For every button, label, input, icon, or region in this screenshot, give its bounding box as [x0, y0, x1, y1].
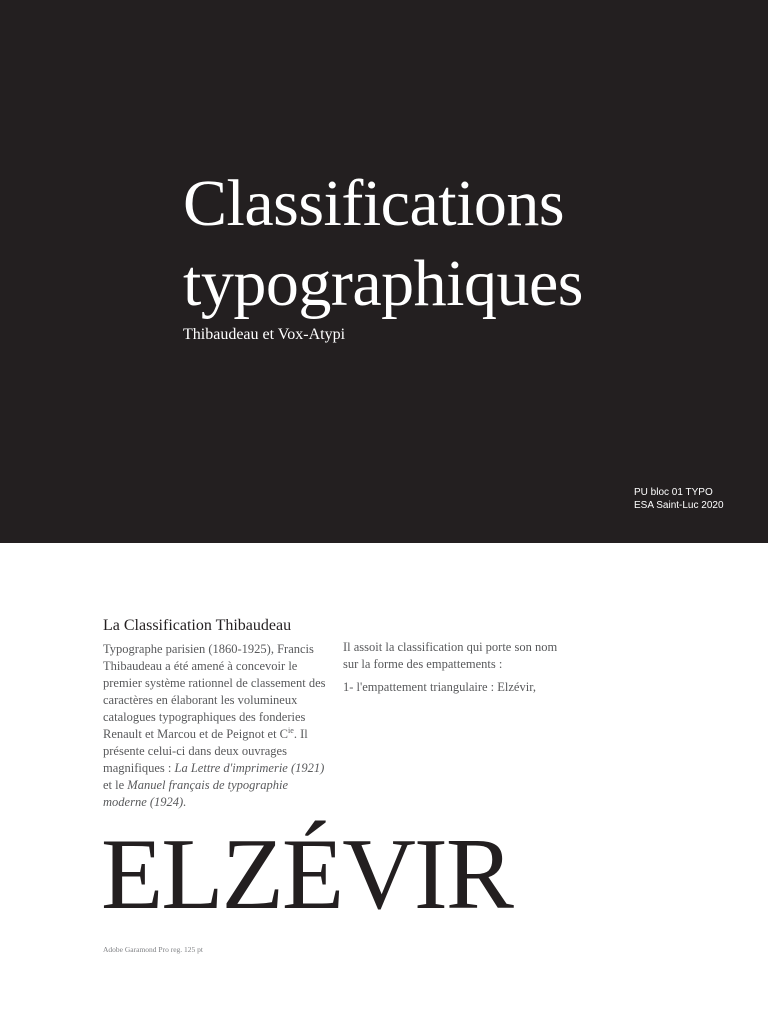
specimen-caption: Adobe Garamond Pro reg. 125 pt [103, 945, 203, 954]
section-heading: La Classification Thibaudeau [103, 617, 292, 634]
left-text-a: Typographe parisien (1860-1925), Francis Thibaudeau a été amené à concevoir le premier système rationnel de classement des caractères en élaborant les volumineux catalogues typographiques des fonderies Renault et Marcou et de Peignot et C [103, 642, 326, 741]
page-subtitle: Thibaudeau et Vox-Atypi [183, 326, 346, 343]
course-meta-line-2: ESA Saint-Luc 2020 [634, 500, 724, 511]
title-line-1: Classifications [183, 167, 565, 240]
left-text-b: . Il présente celui-ci dans deux ouvrages magnifiques : [103, 727, 308, 775]
left-column-text [103, 641, 333, 811]
page-title [183, 164, 583, 324]
title-line-2: typographiques [183, 247, 583, 320]
left-text-superscript: ie [288, 725, 294, 735]
course-meta-line-1: PU bloc 01 TYPO [634, 487, 713, 498]
book-title-2: Manuel français de typographie moderne (1924). [103, 778, 289, 809]
type-specimen: ELZÉVIR [101, 818, 512, 931]
course-meta [634, 486, 724, 512]
right-column-text [343, 639, 563, 702]
right-paragraph-2: 1- l'empattement triangulaire : Elzévir, [343, 680, 536, 694]
left-text-c: et le [103, 778, 128, 792]
right-paragraph-1: Il assoit la classification qui porte son nom sur la forme des empattements : [343, 640, 558, 671]
book-title-1: La Lettre d'imprimerie (1921) [174, 761, 325, 775]
